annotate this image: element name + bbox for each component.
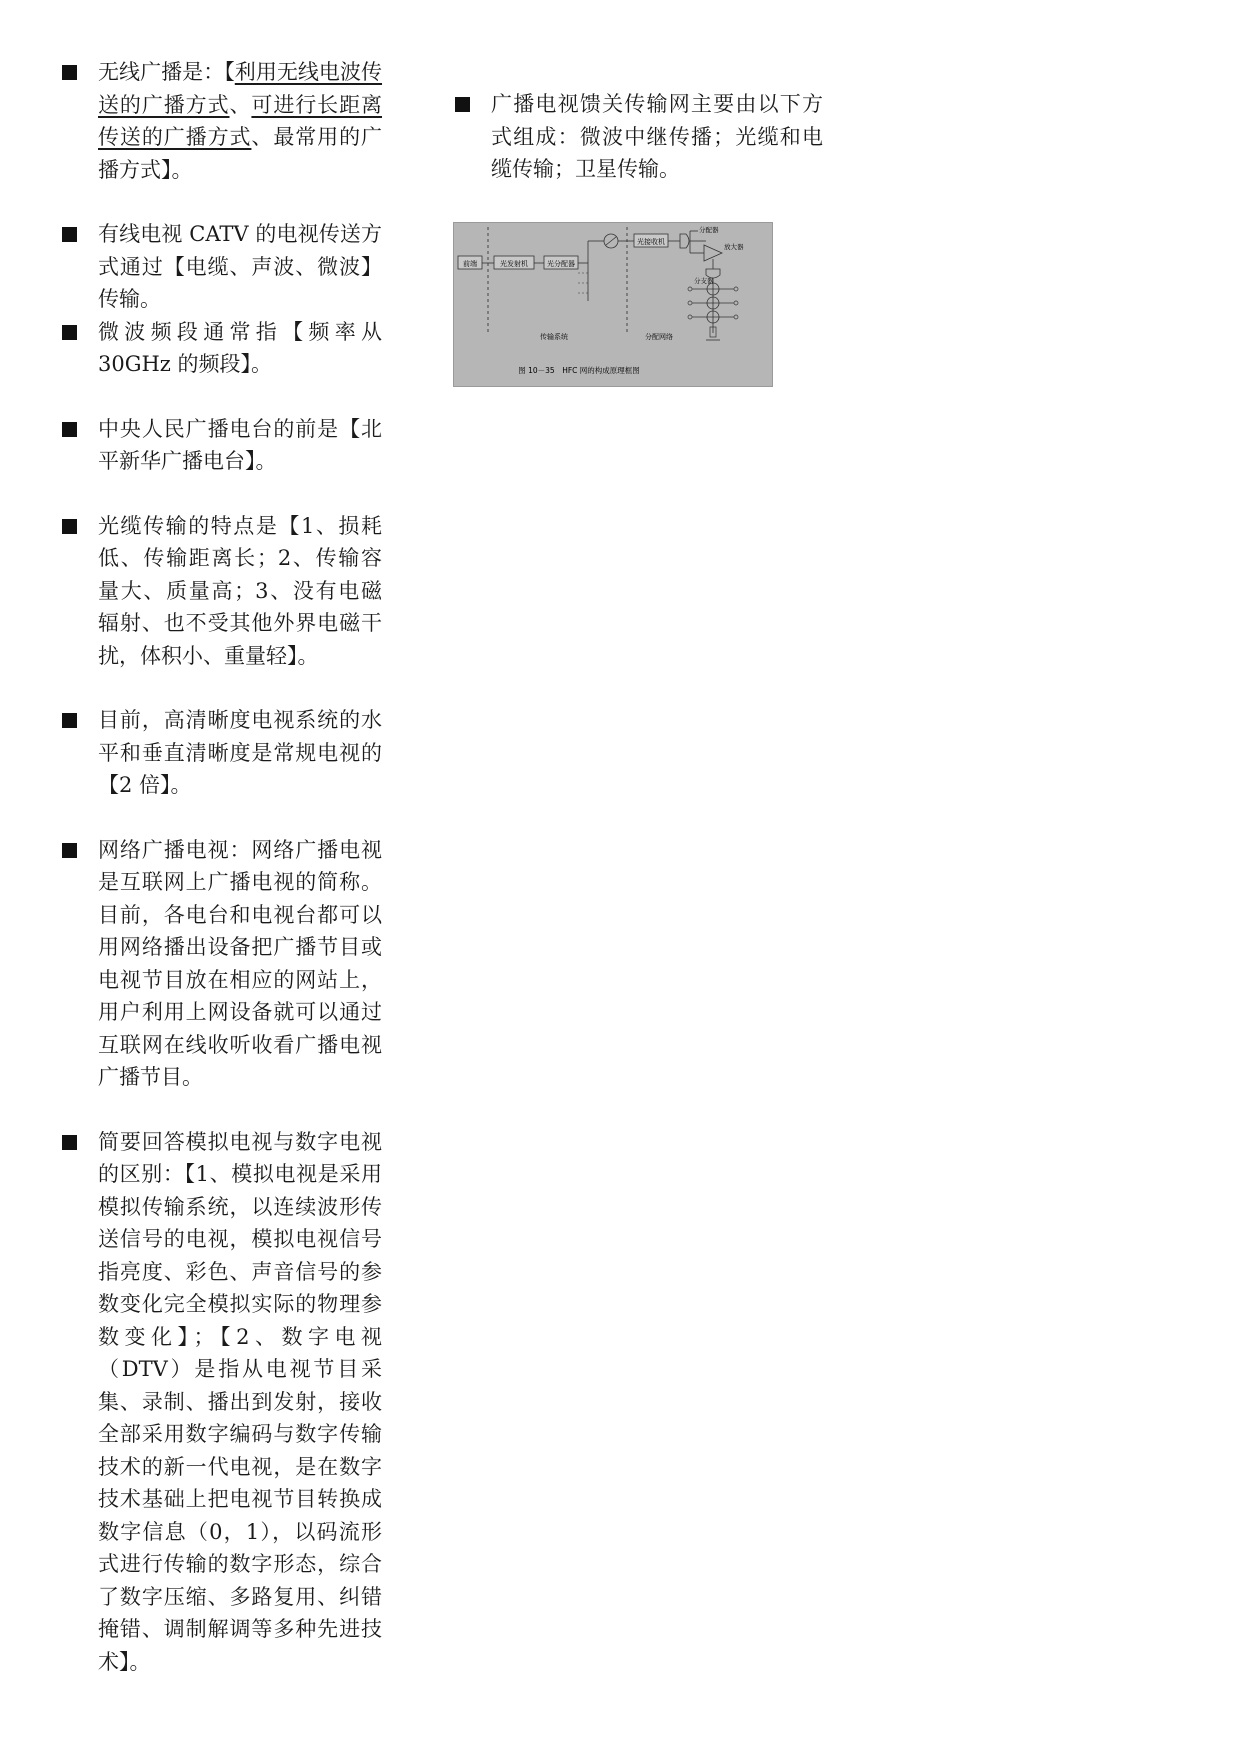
label-optical-tx: 光发射机 (500, 260, 528, 268)
square-bullet-icon (62, 422, 77, 437)
left-column (60, 56, 382, 1710)
list-item (60, 56, 382, 186)
list-item-text: 无线广播是：【 (98, 60, 235, 84)
square-bullet-icon (62, 1135, 77, 1150)
label-transmission-system: 传输系统 (540, 333, 568, 341)
list-item-text: 有线电视 CATV 的电视传送方式通过【电缆、声波、微波】传输。 (98, 222, 382, 311)
list-item-text: 广播电视馈关传输网主要由以下方式组成：微波中继传播；光缆和电缆传输；卫星传输。 (491, 92, 823, 181)
list-item (60, 834, 382, 1094)
list-item-text: 微波频段通常指【频率从 30GHz 的频段】。 (98, 319, 382, 376)
underlined-text: 可进行长距离传送的广播方式 (98, 92, 383, 149)
label-splitter: 分配器 (699, 226, 719, 234)
label-optical-splitter: 光分配器 (547, 260, 575, 268)
list-item (60, 316, 382, 381)
square-bullet-icon (62, 227, 77, 242)
hfc-network-diagram (453, 222, 773, 387)
square-bullet-icon (62, 65, 77, 80)
figure-caption: 图 10－35 HFC 网的构成原理框图 (518, 366, 640, 375)
list-item-text: 光缆传输的特点是【1、损耗低、传输距离长；2、传输容量大、质量高；3、没有电磁辐射、也不受其他外界电磁干扰，体积小、重量轻】。 (98, 513, 382, 668)
square-bullet-icon (455, 97, 470, 112)
list-item (60, 218, 382, 316)
list-item-text: 网络广播电视：网络广播电视是互联网上广播电视的简称。目前，各电台和电视台都可以用网络播出设备把广播节目或电视节目放在相应的网站上，用户利用上网设备就可以通过互联网在线收听收看广播电视广播节目。 (98, 837, 382, 1089)
list-item-text: 目前，高清晰度电视系统的水平和垂直清晰度是常规电视的【2 倍】。 (98, 708, 382, 797)
label-headend: 前端 (463, 260, 477, 268)
square-bullet-icon (62, 325, 77, 340)
list-item-text: 、 (229, 92, 252, 117)
list-item-text: 、最常用的广播方式】。 (98, 125, 383, 182)
list-item (60, 1126, 382, 1679)
underlined-text: 利用无线电波传送的广播方式 (98, 60, 383, 117)
label-optical-rx: 光接收机 (637, 238, 665, 246)
label-distribution-network: 分配网络 (645, 333, 673, 341)
label-tap: 分支器 (694, 277, 714, 285)
right-column (453, 88, 823, 186)
list-item-text: 简要回答模拟电视与数字电视的区别：【1、模拟电视是采用模拟传输系统，以连续波形传送信号的电视，模拟电视信号指亮度、彩色、声音信号的参数变化完全模拟实际的物理参数变化】；【2、数字电视（DTV）是指从电视节目采集、录制、播出到发射，接收全部采用数字编码与数字传输技术的新一代电视，是在数字技术基础上把电视节目转换成数字信息（0，1），以码流形式进行传输的数字形态，综合了数字压缩、多路复用、纠错掩错、调制解调等多种先进技术】。 (98, 1129, 382, 1674)
list-item-feeder-network (453, 88, 823, 186)
label-amplifier: 放大器 (724, 243, 744, 251)
list-item (60, 413, 382, 478)
list-item (60, 704, 382, 802)
square-bullet-icon (62, 713, 77, 728)
list-item (60, 510, 382, 673)
square-bullet-icon (62, 519, 77, 534)
square-bullet-icon (62, 843, 77, 858)
list-item-text: 中央人民广播电台的前是【北平新华广播电台】。 (98, 416, 382, 473)
hfc-diagram-svg (454, 223, 772, 386)
